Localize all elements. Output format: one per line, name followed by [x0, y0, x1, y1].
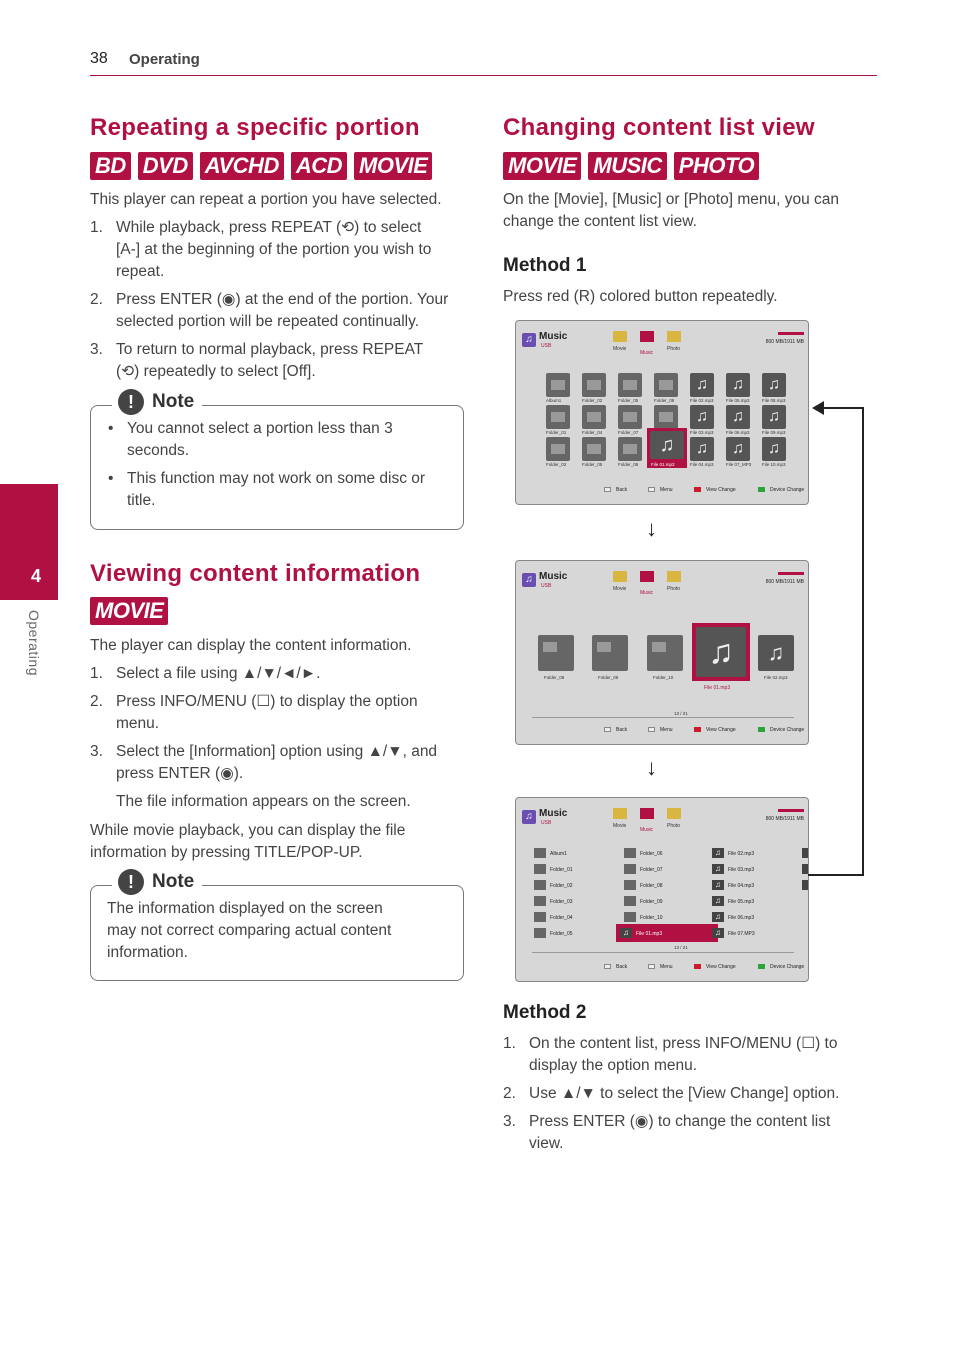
viewing-para-1: While movie playback, you can display the file: [90, 822, 406, 839]
footer-menu: Menu: [660, 964, 673, 970]
badge-acd: ACD: [291, 152, 347, 180]
menu-key-icon: [648, 487, 655, 492]
bullet-line: You cannot select a portion less than 3: [127, 420, 393, 437]
music-file-tile[interactable]: ♫: [762, 405, 786, 429]
method2-step-3: [503, 1111, 883, 1155]
screen-thumbnail-view: [515, 560, 809, 745]
changing-intro-1: On the [Movie], [Music] or [Photo] menu, you can: [503, 191, 839, 208]
list-item[interactable]: File 07.MP3: [728, 931, 755, 937]
badge-music: MUSIC: [588, 152, 666, 180]
photo-folder-icon: [667, 571, 681, 582]
music-file-tile[interactable]: ♫: [726, 437, 750, 461]
category-label: Music: [640, 827, 654, 833]
badge-movie: MOVIE: [354, 152, 432, 180]
step-number: 1.: [90, 665, 103, 682]
capacity-bar: [778, 572, 804, 575]
list-item[interactable]: Folder_02: [550, 883, 573, 889]
app-title: Music: [539, 808, 568, 819]
note-bullet: [108, 468, 458, 512]
music-folder-icon: [640, 808, 654, 819]
folder-tile[interactable]: [546, 405, 570, 429]
music-note-icon: ♫: [712, 848, 724, 858]
step-number: 2.: [90, 693, 103, 710]
step-line: Select a file using ▲/▼/◄/►.: [116, 665, 321, 682]
down-arrow-icon: ↓: [646, 516, 657, 541]
red-key-icon: [694, 964, 701, 969]
list-item[interactable]: Album1: [550, 851, 567, 857]
method1-title: Method 1: [503, 255, 587, 276]
tile-label: File 04.mp3: [690, 462, 714, 467]
folder-icon: [624, 880, 636, 890]
footer-device-change: Device Change: [770, 727, 805, 733]
category-label: Photo: [667, 586, 681, 592]
method2-title: Method 2: [503, 1002, 587, 1023]
note-bullet: [108, 418, 458, 462]
changing-intro-2: change the content list view.: [503, 213, 697, 230]
badge-bd: BD: [90, 152, 131, 180]
folder-tile[interactable]: [618, 437, 642, 461]
viewing-step-3: [90, 741, 470, 813]
tile-label: File 02.mp3: [764, 675, 788, 680]
step-number: 3.: [503, 1113, 516, 1130]
red-key-icon: [694, 727, 701, 732]
music-note-icon: ♫: [712, 928, 724, 938]
tile-label: File 09.mp3: [762, 430, 786, 435]
step-number: 3.: [90, 743, 103, 760]
folder-tile[interactable]: [618, 405, 642, 429]
tile-label: Folder_08: [544, 675, 565, 680]
item-counter: 13 / 21: [674, 711, 688, 716]
step-number: 3.: [90, 341, 103, 358]
menu-key-icon: [648, 964, 655, 969]
viewing-step-2: [90, 691, 470, 735]
running-header: Operating: [129, 51, 200, 68]
music-app-icon: ♫: [522, 333, 536, 347]
step-line: menu.: [116, 715, 160, 732]
tile-label: Folder_08: [618, 462, 639, 467]
selected-music-file-tile[interactable]: ♫: [696, 627, 746, 677]
folder-tile[interactable]: [582, 405, 606, 429]
tile-label: File 03.mp3: [690, 430, 714, 435]
folder-tile[interactable]: [582, 437, 606, 461]
bullet-line: title.: [127, 492, 156, 509]
step-line: Use ▲/▼ to select the [View Change] option.: [529, 1085, 840, 1102]
note-line: may not correct comparing actual content: [107, 922, 392, 939]
movie-folder-icon: [613, 331, 627, 342]
capacity-text: 800 MB/1911 MB: [765, 339, 804, 345]
music-note-icon: [802, 880, 808, 890]
badge-movie: MOVIE: [90, 597, 168, 625]
music-file-tile[interactable]: ♫: [762, 373, 786, 397]
music-file-tile[interactable]: ♫: [726, 405, 750, 429]
back-key-icon: [604, 964, 611, 969]
step-line: view.: [529, 1135, 564, 1152]
menu-key-icon: [648, 727, 655, 732]
tile-label: File 02.mp3: [690, 398, 714, 403]
category-label: Photo: [667, 346, 681, 352]
folder-icon: [624, 896, 636, 906]
capacity-bar: [778, 332, 804, 335]
note-line: information.: [107, 944, 188, 961]
list-item[interactable]: Folder_03: [550, 899, 573, 905]
tile-label: Album1: [546, 398, 562, 403]
folder-icon: [534, 912, 546, 922]
app-title: Music: [539, 571, 568, 582]
down-arrow-icon: ↓: [646, 755, 657, 780]
capacity-bar: [778, 809, 804, 812]
step-line: While playback, press REPEAT (⟲) to select: [116, 219, 422, 236]
method2-step-2: [503, 1083, 883, 1105]
badge-movie: MOVIE: [503, 152, 581, 180]
badge-dvd: DVD: [138, 152, 193, 180]
bullet-dot: •: [108, 420, 114, 437]
list-item[interactable]: File 02.mp3: [728, 851, 755, 857]
repeat-badges: [90, 152, 432, 180]
tile-label: Folder_01: [546, 430, 567, 435]
page-number: 38: [90, 50, 108, 67]
tile-label: File 05.mp3: [726, 398, 750, 403]
tile-label: File 08.mp3: [762, 398, 786, 403]
tile-label: File 06.mp3: [726, 430, 750, 435]
folder-icon: [534, 864, 546, 874]
step-line: Select the [Information] option using ▲/▼, and: [116, 743, 438, 760]
list-item[interactable]: Folder_10: [640, 915, 663, 921]
step-result: The file information appears on the screen.: [116, 793, 411, 810]
category-label: Movie: [613, 346, 627, 352]
progress-rule: [532, 717, 794, 718]
tile-label: Folder_05: [618, 398, 639, 403]
category-label: Movie: [613, 586, 627, 592]
folder-tile[interactable]: [538, 635, 574, 671]
list-item[interactable]: File 06.mp3: [728, 915, 755, 921]
category-label: Music: [640, 350, 654, 356]
capacity-text: 800 MB/1911 MB: [765, 816, 804, 822]
selected-tile-label: File 01.mp3: [651, 462, 675, 467]
changing-badges: [503, 152, 759, 180]
app-source: USB: [541, 583, 552, 589]
folder-icon: [624, 912, 636, 922]
header-rule: [90, 75, 877, 76]
music-file-tile[interactable]: ♫: [758, 635, 794, 671]
tile-label: Folder_10: [653, 675, 674, 680]
footer-device-change: Device Change: [770, 964, 805, 970]
music-file-tile[interactable]: ♫: [690, 405, 714, 429]
folder-icon: [534, 880, 546, 890]
badge-photo: PHOTO: [674, 152, 759, 180]
music-app-icon: ♫: [522, 573, 536, 587]
music-folder-icon: [640, 571, 654, 582]
footer-device-change: Device Change: [770, 487, 805, 493]
step-line: (⟲) repeatedly to select [Off].: [116, 363, 316, 380]
folder-icon: [534, 848, 546, 858]
repeat-step-3: [90, 339, 470, 383]
music-note-icon: ♫: [620, 928, 632, 938]
app-source: USB: [541, 343, 552, 349]
tile-label: File 07_MP3: [726, 462, 752, 467]
chapter-number: 4: [31, 566, 42, 586]
music-folder-icon: [640, 331, 654, 342]
bullet-line: seconds.: [127, 442, 190, 459]
arrowhead-left-icon: [812, 401, 824, 415]
chapter-label: Operating: [26, 610, 42, 676]
folder-tile[interactable]: [546, 373, 570, 397]
step-line: Press ENTER (◉) to change the content list: [529, 1113, 831, 1130]
note-line: The information displayed on the screen: [107, 900, 383, 917]
list-item[interactable]: Folder_01: [550, 867, 573, 873]
bullet-line: This function may not work on some disc or: [127, 470, 426, 487]
viewing-step-1: [90, 663, 470, 685]
movie-folder-icon: [613, 571, 627, 582]
green-key-icon: [758, 727, 765, 732]
folder-tile[interactable]: [618, 373, 642, 397]
category-label: Movie: [613, 823, 627, 829]
music-app-icon: ♫: [522, 810, 536, 824]
folder-tile[interactable]: [654, 405, 678, 429]
note-title: Note: [152, 871, 195, 892]
category-label: Photo: [667, 823, 681, 829]
section-title-repeat: Repeating a specific portion: [90, 114, 420, 141]
repeat-intro: This player can repeat a portion you have selected.: [90, 191, 442, 208]
footer-menu: Menu: [660, 727, 673, 733]
step-number: 2.: [503, 1085, 516, 1102]
music-note-icon: ♫: [712, 912, 724, 922]
step-number: 1.: [503, 1035, 516, 1052]
list-item[interactable]: Folder_09: [640, 899, 663, 905]
step-line: [A-] at the beginning of the portion you wish to: [116, 241, 432, 258]
step-line: Press INFO/MENU (☐) to display the option: [116, 693, 418, 710]
tile-label: Folder_07: [618, 430, 639, 435]
tile-label: File 10.mp3: [762, 462, 786, 467]
back-key-icon: [604, 727, 611, 732]
footer-view-change: View Change: [706, 487, 736, 493]
folder-tile[interactable]: [546, 437, 570, 461]
viewing-badges: [90, 597, 168, 625]
footer-view-change: View Change: [706, 727, 736, 733]
method1-text: Press red (R) colored button repeatedly.: [503, 288, 778, 305]
repeat-step-1: [90, 217, 470, 283]
step-line: To return to normal playback, press REPEAT: [116, 341, 424, 358]
selected-music-file-tile[interactable]: ♫: [650, 431, 684, 459]
tile-label: Folder_05: [582, 462, 603, 467]
folder-icon: [534, 928, 546, 938]
music-file-tile[interactable]: ♫: [762, 437, 786, 461]
footer-view-change: View Change: [706, 964, 736, 970]
folder-icon: [534, 896, 546, 906]
folder-icon: [624, 848, 636, 858]
step-line: repeat.: [116, 263, 165, 280]
method2-step-1: [503, 1033, 883, 1077]
step-line: press ENTER (◉).: [116, 765, 244, 782]
tile-label: Folder_09: [598, 675, 619, 680]
selected-tile-label: File 01.mp3: [704, 685, 731, 691]
tile-label: Folder_02: [582, 398, 603, 403]
music-note-icon: ♫: [712, 864, 724, 874]
footer-back: Back: [616, 727, 628, 733]
red-key-icon: [694, 487, 701, 492]
repeat-step-2: [90, 289, 470, 333]
list-item[interactable]: Folder_04: [550, 915, 573, 921]
music-note-icon: ♫: [712, 880, 724, 890]
list-item[interactable]: Folder_08: [640, 883, 663, 889]
folder-tile[interactable]: [582, 373, 606, 397]
footer-back: Back: [616, 487, 628, 493]
step-number: 1.: [90, 219, 103, 236]
folder-tile[interactable]: [647, 635, 683, 671]
list-item[interactable]: Folder_07: [640, 867, 663, 873]
music-file-tile[interactable]: ♫: [726, 373, 750, 397]
section-title-changing: Changing content list view: [503, 114, 815, 141]
warning-icon: !: [118, 389, 144, 415]
green-key-icon: [758, 964, 765, 969]
photo-folder-icon: [667, 331, 681, 342]
progress-rule: [532, 952, 794, 953]
warning-icon: !: [118, 869, 144, 895]
step-line: selected portion will be repeated continually.: [116, 313, 420, 330]
step-line: display the option menu.: [529, 1057, 698, 1074]
note-header: [112, 389, 202, 415]
item-counter: 13 / 21: [674, 945, 688, 950]
music-note-icon: ♫: [712, 896, 724, 906]
tile-label: Folder_08: [654, 398, 675, 403]
movie-folder-icon: [613, 808, 627, 819]
loop-line: [808, 408, 863, 875]
step-line: Press ENTER (◉) at the end of the portion. Your: [116, 291, 449, 308]
capacity-text: 800 MB/1911 MB: [765, 579, 804, 585]
app-title: Music: [539, 331, 568, 342]
music-file-tile[interactable]: ♫: [690, 437, 714, 461]
screen-grid-view: [515, 320, 809, 505]
step-number: 2.: [90, 291, 103, 308]
back-key-icon: [604, 487, 611, 492]
badge-avchd: AVCHD: [200, 152, 284, 180]
music-file-tile[interactable]: ♫: [690, 373, 714, 397]
footer-menu: Menu: [660, 487, 673, 493]
list-item[interactable]: Folder_05: [550, 931, 573, 937]
folder-tile[interactable]: [592, 635, 628, 671]
folder-icon: [624, 864, 636, 874]
tile-label: Folder_02: [546, 462, 567, 467]
tile-label: Folder_04: [582, 430, 603, 435]
step-line: On the content list, press INFO/MENU (☐) to: [529, 1035, 838, 1052]
note-title: Note: [152, 391, 195, 412]
list-item[interactable]: File 05.mp3: [728, 899, 755, 905]
bullet-dot: •: [108, 470, 114, 487]
footer-back: Back: [616, 964, 628, 970]
category-label: Music: [640, 590, 654, 596]
viewing-para-2: information by pressing TITLE/POP-UP.: [90, 844, 363, 861]
viewing-intro: The player can display the content information.: [90, 637, 412, 654]
screen-list-view: [515, 797, 809, 982]
list-item[interactable]: File 03.mp3: [728, 867, 755, 873]
section-title-viewing: Viewing content information: [90, 560, 421, 587]
note-header: [112, 869, 202, 895]
list-item[interactable]: File 04.mp3: [728, 883, 755, 889]
app-source: USB: [541, 820, 552, 826]
selected-list-item[interactable]: File 01.mp3: [636, 931, 663, 937]
green-key-icon: [758, 487, 765, 492]
list-item[interactable]: Folder_06: [640, 851, 663, 857]
loop-back-arrow: [808, 398, 868, 878]
photo-folder-icon: [667, 808, 681, 819]
folder-tile[interactable]: [654, 373, 678, 397]
